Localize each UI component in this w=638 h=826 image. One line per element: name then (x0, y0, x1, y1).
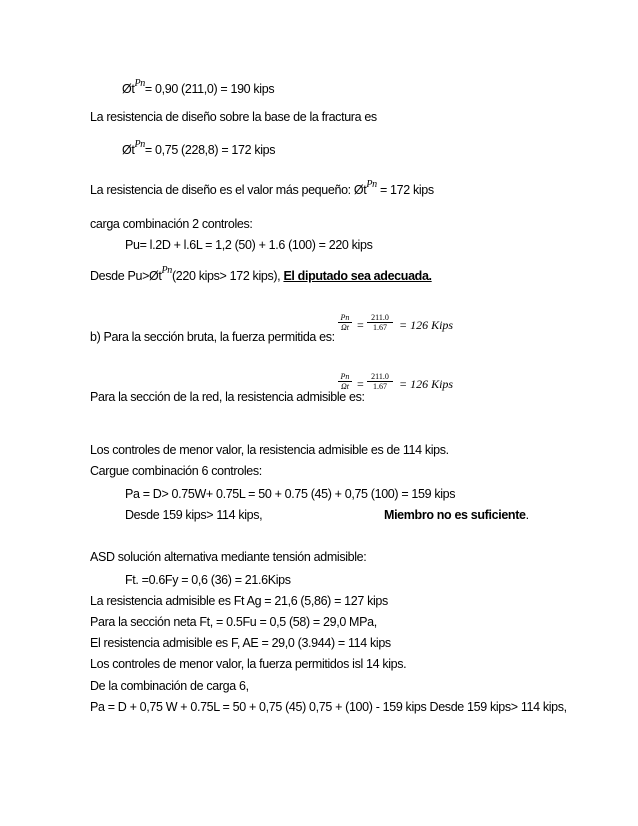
pn-symbol: Pn (366, 179, 377, 190)
phi-t-pn-eq-1: $Øt^{Pn}= 0,90$ (211,0) = 190 kips (122, 78, 275, 96)
numeric-fraction: $\frac{211.0}{1.67}$ (367, 372, 393, 391)
ft-equation: Ft. =0.6Fy = 0,6 (36) = 21.6Kips (125, 573, 291, 587)
pn-symbol: Pn (134, 139, 145, 150)
load-combination-6b-text: De la combinación de carga 6, (90, 679, 249, 693)
pa-equation: Pa = D> 0.75W+ 0.75L = 50 + 0.75 (45) + 0,75 (100) = 159 kips (125, 487, 456, 501)
load-combination-2-text: carga combinación 2 controles: (90, 217, 253, 231)
net-section-ft-text: Para la sección neta Ft, = 0.5Fu = 0,5 (58) = 29,0 MPa, (90, 615, 377, 629)
pu-comparison-text: Desde $Pu>Øt^{Pn}(220$ kips> 172 kips), El diputado sea adecuada. (90, 265, 432, 283)
pn-over-omega-fraction: $\frac{Pn}{\Omega t}$ (338, 313, 352, 332)
ft-ag-text: La resistencia admisible es Ft Ag = 21,6 (5,86) = 127 kips (90, 594, 388, 608)
pn-symbol: Pn (161, 265, 172, 276)
phi-t-pn-eq-2: $Øt^{Pn}= 0,75$ (228,8) = 172 kips (122, 139, 276, 157)
numeric-fraction: $\frac{211.0}{1.67}$ (367, 313, 393, 332)
pn-symbol: Pn (134, 78, 145, 89)
formula-result: = 126 Kips (399, 318, 454, 332)
net-section-text: Para la sección de la red, la resistencia admisible es: (90, 390, 365, 404)
gross-section-text: b) Para la sección bruta, la fuerza permitida es: (90, 330, 335, 344)
pa-comparison-text: Desde 159 kips> 114 kips, (125, 508, 263, 522)
conclusion-not-sufficient: Miembro no es suficiente. (384, 508, 529, 522)
f-ae-text: El resistencia admisible es F, AE = 29,0 (3.944) = 114 kips (90, 636, 391, 650)
pa-final-equation: Pa = D + 0,75 W + 0.75L = 50 + 0,75 (45) 0,75 + (100) - 159 kips Desde 159 kips> 114 kips, (90, 700, 567, 714)
lower-value-text: Los controles de menor valor, la resistencia admisible es de 114 kips. (90, 443, 449, 457)
smallest-value-text: La resistencia de diseño es el valor más pequeño: $Øt^{Pn} = 172$ kips (90, 179, 434, 197)
load-combination-6-text: Cargue combinación 6 controles: (90, 464, 262, 478)
pn-over-omega-fraction: $\frac{Pn}{\Omega t}$ (338, 372, 352, 391)
conclusion-adequate: El diputado sea adecuada. (283, 269, 432, 283)
formula-result: = 126 Kips (399, 377, 454, 391)
asd-alternative-text: ASD solución alternativa mediante tensión admisible: (90, 550, 367, 564)
pu-equation: Pu= l.2D + l.6L = 1,2 (50) + 1.6 (100) = 220 kips (125, 238, 373, 252)
fracture-resistance-text: La resistencia de diseño sobre la base de la fractura es (90, 110, 377, 124)
lower-force-text: Los controles de menor valor, la fuerza permitidos isl 14 kips. (90, 657, 407, 671)
